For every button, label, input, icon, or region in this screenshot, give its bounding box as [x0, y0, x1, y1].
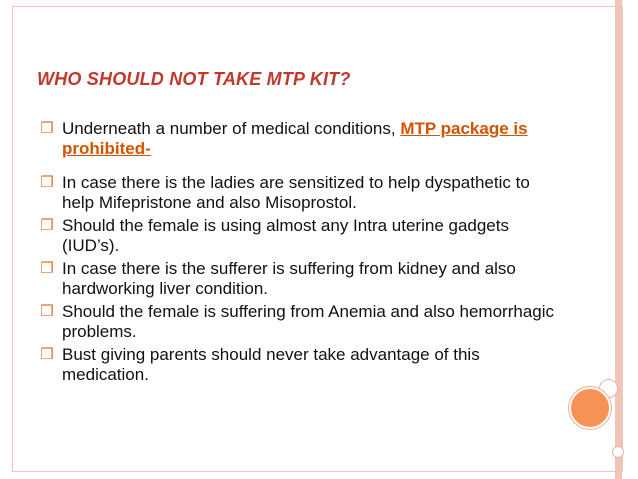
bullet-text: In case there is the ladies are sensitized to help dyspathetic to help Mifepristone and also Misoprostol. — [62, 173, 530, 212]
mtp-package-link[interactable]: MTP package is prohibited- — [62, 119, 528, 158]
bullet-text: Should the female is suffering from Anemia and also hemorrhagic problems. — [62, 302, 555, 341]
bullet-item — [37, 173, 557, 213]
bullet-item — [37, 302, 557, 342]
slide-title: WHO SHOULD NOT TAKE MTP KIT? — [37, 69, 351, 89]
bullet-text: Bust giving parents should never take advantage of this medication. — [62, 345, 480, 384]
bullet-symbol-icon: ❒ — [40, 260, 54, 277]
decorative-circle-orange — [569, 387, 611, 429]
bullet-text: In case there is the sufferer is suffering from kidney and also hardworking liver condition. — [62, 259, 516, 298]
bullet-symbol-icon: ❒ — [40, 120, 54, 137]
bullet-symbol-icon: ❒ — [40, 346, 54, 363]
bullet-symbol-icon: ❒ — [40, 174, 54, 191]
bullet-text: Should the female is using almost any Intra uterine gadgets (IUD’s). — [62, 216, 509, 255]
bullet-symbol-icon: ❒ — [40, 217, 54, 234]
bullet-text: Underneath a number of medical conditions, — [62, 119, 401, 138]
decorative-circle-mini — [612, 446, 624, 458]
bullet-item — [37, 345, 557, 385]
bullet-item — [37, 119, 557, 159]
bullet-list — [37, 119, 557, 388]
decorative-stripe — [615, 0, 622, 479]
bullet-symbol-icon: ❒ — [40, 303, 54, 320]
bullet-item — [37, 216, 557, 256]
bullet-item — [37, 259, 557, 299]
